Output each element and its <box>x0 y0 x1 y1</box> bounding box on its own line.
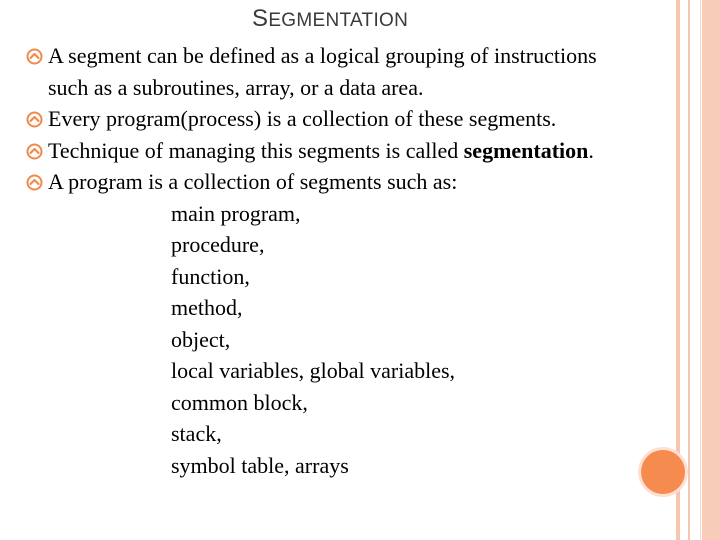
segment-list-item: common block, <box>171 389 308 415</box>
segment-list-item: stack, <box>171 421 222 446</box>
slide-body <box>26 40 706 481</box>
bullet-text: Technique of managing this segments is called <box>48 137 464 163</box>
bullet-item <box>26 40 706 72</box>
circle-chevron-icon <box>26 111 43 128</box>
bullet-text-suffix: . <box>588 137 594 163</box>
segment-list-item: procedure, <box>171 232 265 257</box>
bullet-continuation: such as a subroutines, array, or a data area. <box>48 74 424 100</box>
segment-list-item: local variables, global variables, <box>171 358 456 383</box>
segment-list-item: symbol table, arrays <box>171 452 349 478</box>
segment-list-item: main program, <box>171 200 301 226</box>
segment-list-item: object, <box>171 326 231 352</box>
segment-list-item: method, <box>171 295 243 320</box>
bullet-item <box>26 135 706 167</box>
decorative-circle <box>641 450 685 494</box>
bold-term: segmentation <box>463 137 589 163</box>
slide-title: SEGMENTATION <box>252 5 409 32</box>
segment-list-item: function, <box>171 263 250 289</box>
bullet-item <box>26 166 706 198</box>
bullet-text: A segment can be defined as a logical grouping of instructions <box>48 43 597 68</box>
bullet-item <box>26 103 706 135</box>
circle-chevron-icon <box>26 174 43 191</box>
bullet-text: A program is a collection of segments such as: <box>48 169 458 194</box>
bullet-text: Every program(process) is a collection of these segments. <box>48 106 557 131</box>
circle-chevron-icon <box>26 143 43 160</box>
circle-chevron-icon <box>26 48 43 65</box>
